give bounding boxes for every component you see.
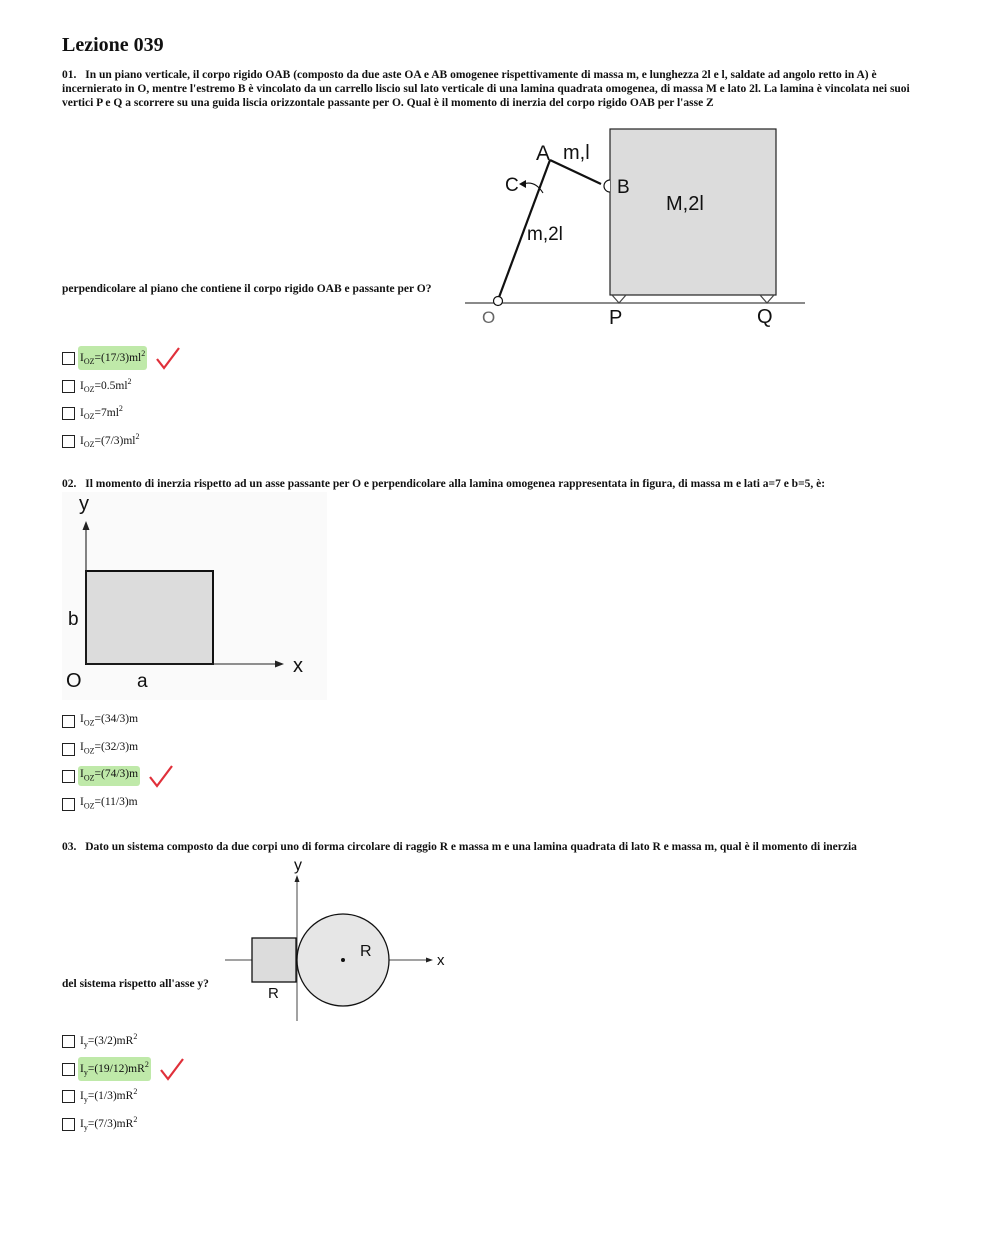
option-label: $I_y=(7/3)mR^2$ bbox=[80, 1114, 138, 1133]
option-label: $I_{OZ}=(11/3)m$ bbox=[80, 795, 138, 811]
label-o: O bbox=[66, 670, 82, 692]
checkbox-icon[interactable] bbox=[62, 1118, 75, 1131]
check-mark-icon bbox=[159, 1056, 185, 1082]
check-mark-icon bbox=[148, 763, 174, 789]
label-c: C bbox=[505, 175, 519, 196]
option-label: $I_{OZ}=(7/3)ml^2$ bbox=[80, 431, 140, 450]
question-1-number: 01. bbox=[62, 69, 77, 81]
q1-option-1[interactable] bbox=[62, 350, 181, 366]
label-y: y bbox=[294, 857, 302, 874]
label-b: B bbox=[617, 177, 630, 198]
arrow-head-icon bbox=[519, 180, 526, 188]
question-2-text bbox=[62, 477, 962, 491]
option-label: $I_{OZ}=(34/3)m$ bbox=[80, 712, 139, 728]
question-3-number: 03. bbox=[62, 841, 77, 853]
x-arrow-icon bbox=[426, 958, 433, 963]
option-label: $I_{OZ}=(17/3)ml^2$ bbox=[78, 346, 147, 370]
question-1-text bbox=[62, 68, 937, 110]
option-label: $I_{OZ}=7ml^2$ bbox=[80, 403, 123, 422]
question-3-text-tail: del sistema rispetto all'asse y? bbox=[62, 978, 209, 990]
label-x: x bbox=[437, 952, 445, 969]
checkbox-icon[interactable] bbox=[62, 352, 75, 365]
option-label: $I_y=(1/3)mR^2$ bbox=[80, 1086, 138, 1105]
question-1-text-tail: perpendicolare al piano che contiene il corpo rigido OAB e passante per O? bbox=[62, 283, 432, 295]
checkbox-icon[interactable] bbox=[62, 798, 75, 811]
question-1-figure bbox=[465, 122, 810, 332]
question-3-body: Dato un sistema composto da due corpi uno di forma circolare di raggio R e massa m e una lamina quadrata di lato R e massa m, qual è il momento di inerzia bbox=[85, 841, 857, 853]
label-b: b bbox=[68, 609, 79, 630]
checkbox-icon[interactable] bbox=[62, 743, 75, 756]
question-3-figure bbox=[225, 856, 455, 1024]
y-arrow-icon bbox=[295, 875, 300, 882]
checkbox-icon[interactable] bbox=[62, 1035, 75, 1048]
q2-option-3[interactable] bbox=[62, 768, 174, 784]
label-y: y bbox=[79, 493, 89, 515]
question-2-figure bbox=[62, 492, 327, 700]
square-lamina bbox=[252, 938, 296, 982]
checkbox-icon[interactable] bbox=[62, 770, 75, 783]
support-q bbox=[760, 295, 774, 303]
label-ml: m,l bbox=[563, 142, 590, 164]
checkbox-icon[interactable] bbox=[62, 1063, 75, 1076]
label-o: O bbox=[482, 308, 496, 327]
q3-option-4[interactable] bbox=[62, 1116, 139, 1132]
label-lamina-m2l: M,2l bbox=[666, 193, 704, 215]
q1-option-4[interactable] bbox=[62, 433, 142, 449]
label-x: x bbox=[293, 655, 303, 677]
checkbox-icon[interactable] bbox=[62, 380, 75, 393]
label-a: A bbox=[536, 142, 551, 165]
q2-option-2[interactable] bbox=[62, 741, 140, 757]
checkbox-icon[interactable] bbox=[62, 435, 75, 448]
q2-option-1[interactable] bbox=[62, 713, 140, 729]
label-r-circle: R bbox=[360, 943, 372, 960]
q3-option-1[interactable] bbox=[62, 1033, 139, 1049]
label-m2l: m,2l bbox=[527, 224, 563, 245]
q1-option-2[interactable] bbox=[62, 378, 134, 394]
option-label: $I_{OZ}=(74/3)m$ bbox=[78, 766, 140, 786]
label-a: a bbox=[137, 671, 148, 692]
checkbox-icon[interactable] bbox=[62, 407, 75, 420]
option-label: $I_{OZ}=0.5ml^2$ bbox=[80, 376, 132, 395]
circle-center bbox=[341, 958, 345, 962]
option-label: $I_y=(19/12)mR^2$ bbox=[78, 1057, 151, 1081]
rectangular-lamina bbox=[86, 571, 213, 664]
checkbox-icon[interactable] bbox=[62, 715, 75, 728]
option-label: $I_{OZ}=(32/3)m$ bbox=[80, 740, 139, 756]
hinge-o-icon bbox=[494, 297, 503, 306]
question-3-text bbox=[62, 840, 962, 854]
q2-option-4[interactable] bbox=[62, 796, 140, 812]
carriage-b-icon bbox=[604, 180, 610, 192]
q3-option-2[interactable] bbox=[62, 1061, 185, 1077]
question-2-number: 02. bbox=[62, 478, 77, 490]
label-p: P bbox=[609, 307, 623, 329]
label-q: Q bbox=[757, 306, 773, 328]
q3-option-3[interactable] bbox=[62, 1088, 139, 1104]
lesson-title: Lezione 039 bbox=[62, 34, 164, 56]
question-1-body: In un piano verticale, il corpo rigido OAB (composto da due aste OA e AB omogenee rispettivamente di massa m, e lunghezza 2l e l, saldate ad angolo retto in A) è incernierato in O, mentre l'estremo B è vincolato da un carrello liscio sul lato verticale di una lamina quadrata omogenea, di massa M e lato 2l. La lamina è vincolata nei suoi vertici P e Q a scorrere su una guida liscia orizzontale passante per O. Qual è il momento di inerzia del corpo rigido OAB per l'asse Z bbox=[62, 69, 910, 109]
option-label: $I_y=(3/2)mR^2$ bbox=[80, 1031, 138, 1050]
label-r-square: R bbox=[268, 985, 279, 1002]
q1-option-3[interactable] bbox=[62, 405, 125, 421]
checkbox-icon[interactable] bbox=[62, 1090, 75, 1103]
check-mark-icon bbox=[155, 345, 181, 371]
support-p bbox=[612, 295, 626, 303]
question-2-body: Il momento di inerzia rispetto ad un asse passante per O e perpendicolare alla lamina omogenea rappresentata in figura, di massa m e lati a=7 e b=5, è: bbox=[85, 478, 826, 490]
